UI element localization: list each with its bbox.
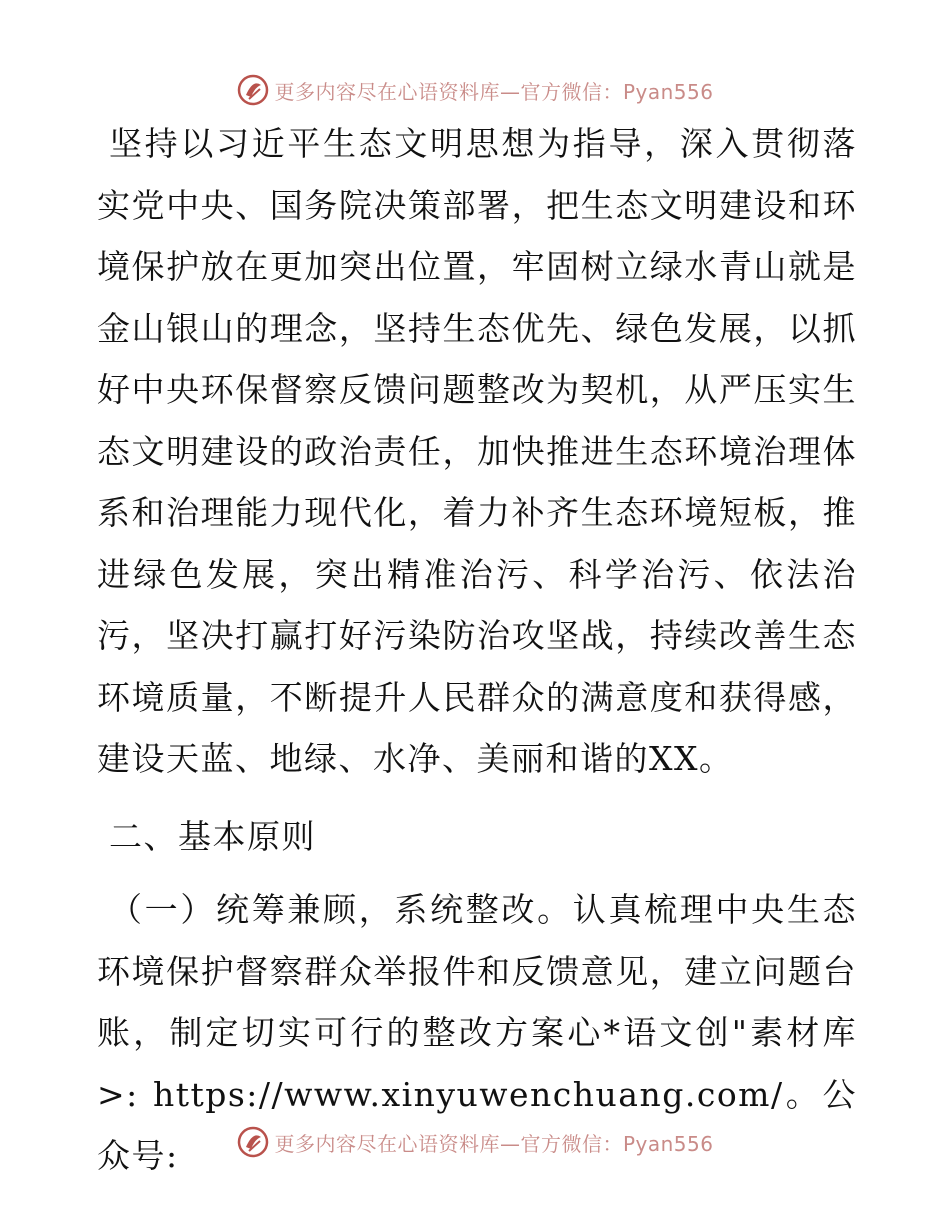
paragraph-principle-one: （一）统筹兼顾，系统整改。认真梳理中央生态环境保护督察群众举报件和反馈意见，建立问题台账，制定切实可行的整改方案心*语文创"素材库>: https://www.xinyuwenchuang.com/。公众号: [97, 890, 857, 1175]
header-watermark [0, 70, 950, 110]
section-heading-basic-principles: 二、基本原则 [109, 816, 316, 856]
watermark-text: 更多内容尽在心语资料库—官方微信：Pyan556 [274, 1131, 714, 1156]
paragraph-guiding-principle: 坚持以习近平生态文明思想为指导，深入贯彻落实党中央、国务院决策部署，把生态文明建设和环境保护放在更加突出位置，牢固树立绿水青山就是金山银山的理念，坚持生态优先、绿色发展，以抓好中央环保督察反馈问题整改为契机，从严压实生态文明建设的政治责任，加快推进生态环境治理体系和治理能力现代化，着力补齐生态环境短板，推进绿色发展，突出精准治污、科学治污、依法治污，坚决打赢打好污染防治攻坚战，持续改善生态环境质量，不断提升人民群众的满意度和获得感，建设天蓝、地绿、水净、美丽和谐的XX。 [97, 124, 857, 778]
document-body [97, 113, 857, 1187]
logo-icon [236, 1125, 270, 1159]
watermark-text: 更多内容尽在心语资料库—官方微信：Pyan556 [274, 79, 714, 104]
footer-watermark [0, 1122, 950, 1162]
logo-icon [236, 73, 270, 107]
